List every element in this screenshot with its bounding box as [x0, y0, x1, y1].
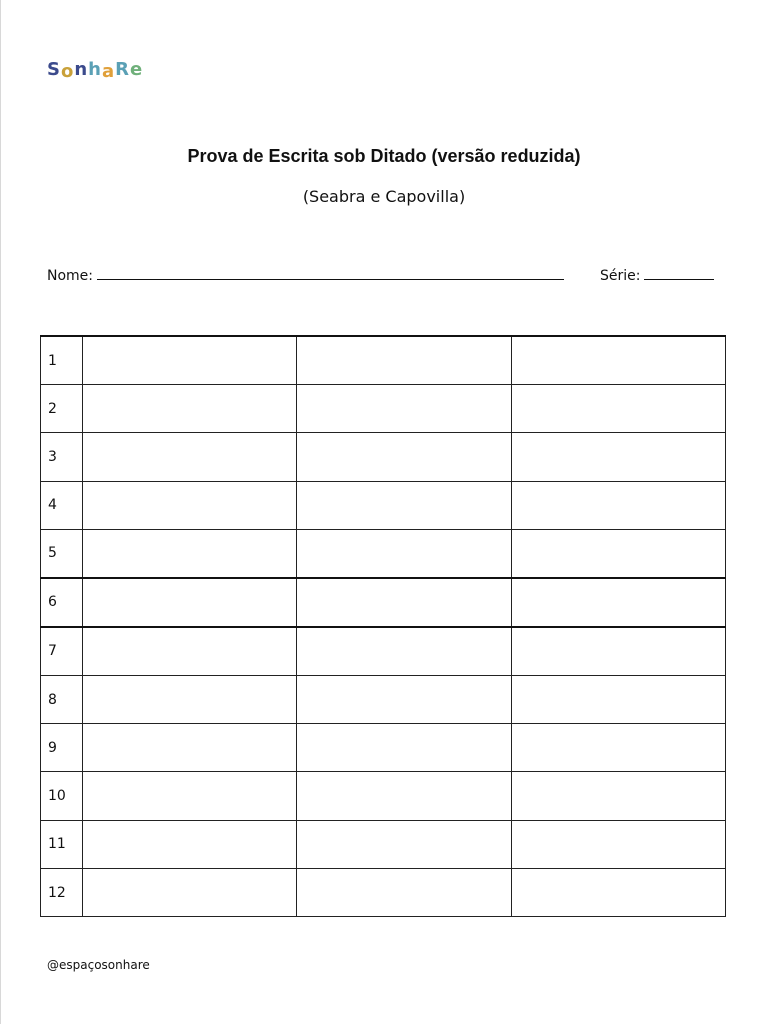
table-row: [41, 385, 726, 433]
dictation-table: [40, 335, 726, 917]
logo-letter: a: [102, 61, 116, 82]
answer-cell[interactable]: [83, 385, 297, 433]
row-number: 2: [41, 385, 83, 433]
answer-cell[interactable]: [297, 869, 512, 917]
answer-cell[interactable]: [83, 675, 297, 723]
answer-cell[interactable]: [512, 869, 726, 917]
answer-cell[interactable]: [512, 772, 726, 820]
answer-cell[interactable]: [512, 481, 726, 529]
answer-cell[interactable]: [297, 336, 512, 385]
answer-cell[interactable]: [297, 433, 512, 481]
answer-cell[interactable]: [512, 433, 726, 481]
table-row: [41, 529, 726, 578]
answer-cell[interactable]: [83, 820, 297, 868]
table-row: [41, 869, 726, 917]
answer-cell[interactable]: [297, 627, 512, 676]
answer-cell[interactable]: [297, 724, 512, 772]
table-row: [41, 820, 726, 868]
row-number: 6: [41, 578, 83, 627]
answer-cell[interactable]: [83, 724, 297, 772]
row-number: 9: [41, 724, 83, 772]
answer-cell[interactable]: [83, 627, 297, 676]
answer-cell[interactable]: [297, 481, 512, 529]
serie-line[interactable]: [644, 265, 714, 280]
answer-cell[interactable]: [83, 869, 297, 917]
name-line[interactable]: [97, 265, 564, 280]
answer-cell[interactable]: [297, 529, 512, 578]
row-number: 7: [41, 627, 83, 676]
table-row: [41, 724, 726, 772]
table-row: [41, 578, 726, 627]
answer-cell[interactable]: [512, 627, 726, 676]
name-label: Nome:: [47, 268, 94, 284]
answer-cell[interactable]: [512, 336, 726, 385]
serie-field[interactable]: [600, 265, 714, 284]
answer-cell[interactable]: [83, 481, 297, 529]
serie-label: Série:: [600, 268, 641, 284]
row-number: 10: [41, 772, 83, 820]
row-number: 4: [41, 481, 83, 529]
answer-cell[interactable]: [297, 675, 512, 723]
answer-cell[interactable]: [297, 772, 512, 820]
logo-letter: R: [115, 59, 131, 80]
row-number: 11: [41, 820, 83, 868]
answer-cell[interactable]: [512, 385, 726, 433]
document-title: Prova de Escrita sob Ditado (versão reduzida): [187, 146, 581, 166]
row-number: 5: [41, 529, 83, 578]
answer-cell[interactable]: [83, 433, 297, 481]
table-row: [41, 675, 726, 723]
answer-cell[interactable]: [512, 820, 726, 868]
row-number: 12: [41, 869, 83, 917]
logo-letter: n: [74, 59, 89, 80]
name-field[interactable]: [47, 265, 564, 284]
table-row: [41, 336, 726, 385]
answer-cell[interactable]: [83, 578, 297, 627]
row-number: 3: [41, 433, 83, 481]
answer-cell[interactable]: [297, 385, 512, 433]
answer-cell[interactable]: [512, 724, 726, 772]
logo-letter: h: [88, 59, 102, 80]
table-row: [41, 481, 726, 529]
answer-cell[interactable]: [83, 336, 297, 385]
logo-letter: e: [130, 59, 144, 80]
sonhare-logo: [47, 60, 143, 80]
table-row: [41, 433, 726, 481]
table-row: [41, 627, 726, 676]
table-row: [41, 772, 726, 820]
answer-cell[interactable]: [83, 529, 297, 578]
logo-letter: S: [47, 59, 61, 80]
answer-cell[interactable]: [297, 820, 512, 868]
document-subtitle: (Seabra e Capovilla): [302, 187, 466, 206]
row-number: 8: [41, 675, 83, 723]
logo-letter: o: [60, 61, 75, 82]
row-number: 1: [41, 336, 83, 385]
footer-handle: @espaçosonhare: [47, 958, 150, 972]
answer-cell[interactable]: [512, 578, 726, 627]
answer-cell[interactable]: [297, 578, 512, 627]
answer-cell[interactable]: [512, 675, 726, 723]
answer-cell[interactable]: [83, 772, 297, 820]
answer-cell[interactable]: [512, 529, 726, 578]
